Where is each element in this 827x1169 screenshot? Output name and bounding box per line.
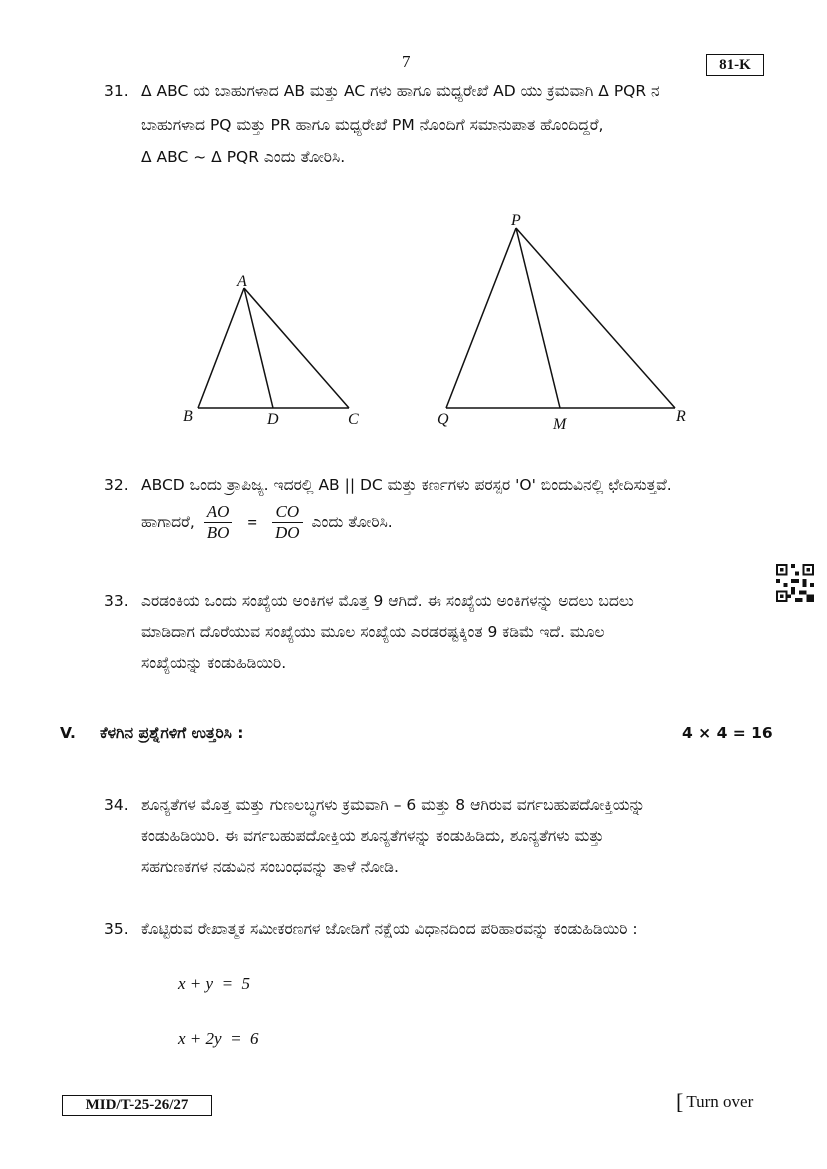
paper-code: 81-K [706, 54, 764, 76]
qr-code [776, 563, 814, 603]
side-ac [244, 288, 349, 408]
question-number-35: 35. [104, 920, 129, 938]
q33-line-2: ಮಾಡಿದಾಗ ದೊರೆಯುವ ಸಂಖ್ಯೆಯು ಮೂಲ ಸಂಖ್ಯೆಯ ಎರಡರಷ್ಟಕ್ಕಿಂತ 9 ಕಡಿಮೆ ಇದೆ. ಮೂಲ [141, 623, 605, 641]
question-number-34: 34. [104, 796, 129, 814]
q32-suffix: ಎಂದು ತೋರಿಸಿ. [311, 513, 393, 531]
q33-line-1: ಎರಡಂಕಿಯ ಒಂದು ಸಂಖ್ಯೆಯ ಅಂಕಿಗಳ ಮೊತ್ತ 9 ಆಗಿದೆ. ಈ ಸಂಖ್ಯೆಯ ಅಂಕಿಗಳನ್ನು ಅದಲು ಬದಲು [141, 592, 634, 610]
q34-line-1: ಶೂನ್ಯತೆಗಳ ಮೊತ್ತ ಮತ್ತು ಗುಣಲಬ್ಧಗಳು ಕ್ರಮವಾಗಿ – 6 ಮತ್ತು 8 ಆಗಿರುವ ವರ್ಗಬಹುಪದೋಕ್ತಿಯನ್ನು [141, 796, 646, 814]
label-q: Q [437, 411, 449, 428]
side-pq [446, 228, 516, 408]
fraction-denominator: DO [275, 523, 300, 542]
section-number: V. [60, 724, 76, 742]
equation-2: x + 2y = 6 [178, 1029, 259, 1048]
equation-1: x + y = 5 [178, 974, 251, 993]
q32-line-2 [141, 502, 393, 543]
q31-line-1: Δ ABC ಯ ಬಾಹುಗಳಾದ AB ಮತ್ತು AC ಗಳು ಹಾಗೂ ಮಧ್ಯರೇಖೆ AD ಯು ಕ್ರಮವಾಗಿ Δ PQR ನ [141, 82, 660, 100]
question-number-32: 32. [104, 476, 129, 494]
q35-line-1: ಕೊಟ್ಟಿರುವ ರೇಖಾತ್ಮಕ ಸಮೀಕರಣಗಳ ಜೋಡಿಗೆ ನಕ್ಷೆಯ ವಿಧಾನದಿಂದ ಪರಿಹಾರವನ್ನು ಕಂಡುಹಿಡಿಯಿರಿ : [141, 920, 638, 938]
q34-line-2: ಕಂಡುಹಿಡಿಯಿರಿ. ಈ ವರ್ಗಬಹುಪದೋಕ್ತಿಯ ಶೂನ್ಯತೆಗಳನ್ನು ಕಂಡುಹಿಡಿದು, ಶೂನ್ಯತೆಗಳು ಮತ್ತು [141, 827, 604, 845]
q31-line-3: Δ ABC ~ Δ PQR ಎಂದು ತೋರಿಸಿ. [141, 148, 346, 166]
label-m: M [553, 416, 567, 433]
fraction-denominator: BO [206, 523, 230, 542]
label-r: R [676, 408, 686, 425]
label-d: D [267, 411, 279, 428]
q32-prefix: ಹಾಗಾದರೆ, [141, 513, 195, 531]
footer-paper-code: MID/T-25-26/27 [62, 1095, 212, 1116]
page-number: 7 [402, 52, 411, 71]
median-ad [244, 288, 273, 408]
bracket-mark: [ [676, 1089, 684, 1114]
label-p: P [511, 212, 521, 229]
question-number-31: 31. [104, 82, 129, 100]
median-pm [516, 228, 560, 408]
label-b: B [183, 408, 193, 425]
q34-line-3: ಸಹಗುಣಕಗಳ ನಡುವಿನ ಸಂಬಂಧವನ್ನು ತಾಳೆ ನೋಡಿ. [141, 858, 399, 876]
section-heading: ಕೆಳಗಿನ ಪ್ರಶ್ನೆಗಳಿಗೆ ಉತ್ತರಿಸಿ : [100, 724, 244, 742]
question-number-33: 33. [104, 592, 129, 610]
side-pr [516, 228, 675, 408]
side-ab [198, 288, 244, 408]
turn-over-note [676, 1089, 754, 1114]
turn-over-text: Turn over [686, 1092, 754, 1111]
label-a: A [237, 273, 247, 290]
q33-line-3: ಸಂಖ್ಯೆಯನ್ನು ಕಂಡುಹಿಡಿಯಿರಿ. [141, 654, 287, 672]
section-marks: 4 × 4 = 16 [682, 724, 773, 742]
q32-line-1: ABCD ಒಂದು ತ್ರಾಪಿಜ್ಯ. ಇದರಲ್ಲಿ AB || DC ಮತ್ತು ಕರ್ಣಗಳು ಪರಸ್ಪರ 'O' ಬಿಂದುವಿನಲ್ಲಿ ಛೇದಿಸುತ್ತವೆ. [141, 476, 672, 494]
triangles-figure [0, 0, 827, 470]
fraction-numerator: AO [204, 502, 233, 523]
fraction-numerator: CO [272, 502, 303, 523]
fraction-co-do [272, 502, 303, 543]
fraction-ao-bo [204, 502, 233, 543]
equals-sign: = [247, 512, 258, 532]
q31-line-2: ಬಾಹುಗಳಾದ PQ ಮತ್ತು PR ಹಾಗೂ ಮಧ್ಯರೇಖೆ PM ನೊಂದಿಗೆ ಸಮಾನುಪಾತ ಹೊಂದಿದ್ದರೆ, [141, 116, 604, 134]
label-c: C [348, 411, 359, 428]
